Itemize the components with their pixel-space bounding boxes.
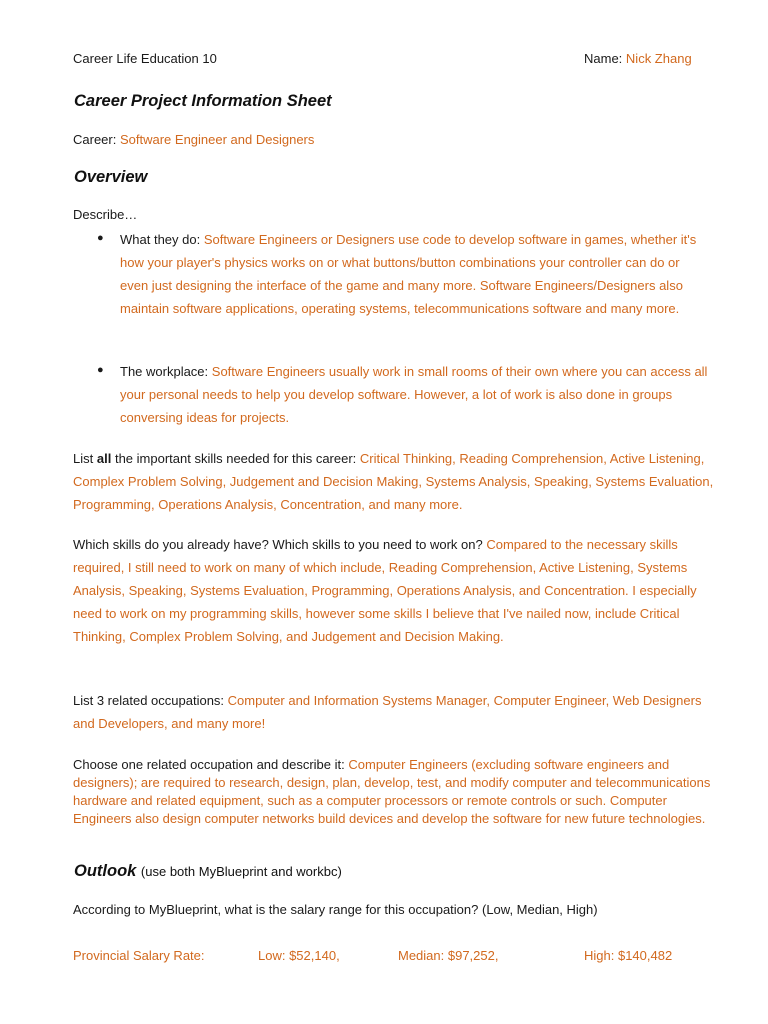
- what-they-do-answer: Software Engineers or Designers use code to develop software in games, whether it's how your player's physics works on or what buttons/button combinations your controller can do or even just designing the interface of the game and many more. Software Engineers/Designers also maintain software applications, operating systems, telecommunications software and many more.: [120, 232, 697, 316]
- salary-question: According to MyBlueprint, what is the salary range for this occupation? (Low, Median, High): [73, 902, 598, 917]
- what-they-do-item: [120, 228, 710, 320]
- outlook-heading: [74, 862, 342, 881]
- related-occupations: [73, 689, 723, 735]
- skills-answer: Critical Thinking, Reading Comprehension, Active Listening, Complex Problem Solving, Judgement and Decision Making, Systems Analysis, Speaking, Systems Evaluation, Programming, Operations Analysis, Concentration, and many more.: [73, 451, 714, 512]
- related-question: List 3 related occupations:: [73, 693, 225, 708]
- choose-answer: Computer Engineers (excluding software engineers and designers); are required to research, design, plan, develop, test, and modify computer and telecommunications hardware and related equipment, such as a computer processors or remote controls or such. Computer Engineers also design computer networks build devices and develop the software for new future technologies.: [73, 757, 711, 826]
- have-answer: Compared to the necessary skills required, I still need to work on many of which include, Reading Comprehension, Active Listening, Systems Analysis, Speaking, Systems Evaluation, Programming, Operations Analysis, and Concentration. I especially need to work on my programming skills, however some skills I believe that I've nailed now, include Critical Thinking, Complex Problem Solving, and Judgement and Decision Making.: [73, 537, 697, 644]
- student-name-line: [584, 51, 692, 66]
- bullet-icon: ●: [97, 232, 104, 244]
- bullet-icon: ●: [97, 364, 104, 376]
- chosen-occupation: [73, 756, 723, 828]
- choose-question: Choose one related occupation and describe it:: [73, 757, 345, 772]
- skills-bold: all: [96, 451, 112, 466]
- outlook-note: (use both MyBlueprint and workbc): [140, 864, 342, 879]
- career-label: Career:: [73, 132, 117, 147]
- salary-median: Median: $97,252,: [398, 948, 499, 963]
- workplace-label: The workplace:: [120, 364, 209, 379]
- name-label: Name:: [584, 51, 623, 66]
- workplace-answer: Software Engineers usually work in small rooms of their own where you can access all your personal needs to help you develop software. However, a lot of work is also done in groups conversing ideas for projects.: [120, 364, 708, 425]
- related-answer: Computer and Information Systems Manager, Computer Engineer, Web Designers and Developers, and many more!: [73, 693, 702, 731]
- outlook-title: Outlook: [74, 862, 137, 880]
- salary-high: High: $140,482: [584, 948, 673, 963]
- career-line: [73, 132, 314, 147]
- workplace-item: [120, 360, 710, 429]
- skills-question: [73, 447, 723, 516]
- skills-prefix: List: [73, 451, 94, 466]
- what-they-do-label: What they do:: [120, 232, 201, 247]
- course-title: Career Life Education 10: [73, 51, 217, 66]
- describe-label: Describe…: [73, 207, 138, 222]
- career-value: Software Engineer and Designers: [119, 132, 315, 147]
- salary-rate-label: Provincial Salary Rate:: [73, 948, 205, 963]
- overview-heading: Overview: [74, 168, 148, 186]
- have-question-text: Which skills do you already have? Which skills to you need to work on?: [73, 537, 483, 552]
- skills-have-question: [73, 533, 723, 648]
- skills-suffix: the important skills needed for this career:: [114, 451, 357, 466]
- student-name: Nick Zhang: [625, 51, 692, 66]
- page-title: Career Project Information Sheet: [74, 92, 332, 110]
- salary-low: Low: $52,140,: [258, 948, 340, 963]
